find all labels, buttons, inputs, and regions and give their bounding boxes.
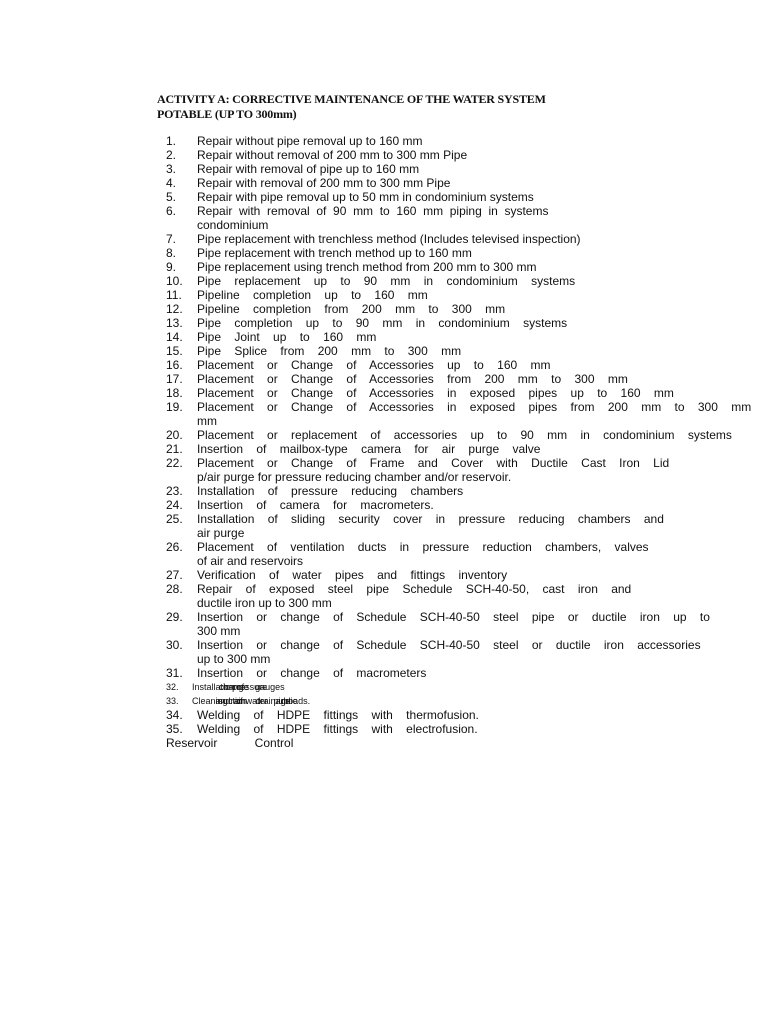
list-item [166,134,766,148]
list-item-text: Placement or Change of Accessories from 200 mm to 300 mm [197,372,628,386]
list-item [166,288,766,302]
list-item-text: Placement or replacement of accessories up to 90 mm in condominium systems [197,428,732,442]
list-item-continuation: 300 mm [197,624,241,638]
list-item-text: Placement or Change of Accessories in exposed pipes up to 160 mm [197,386,674,400]
list-item [166,372,766,386]
list-item-text: Repair without removal of 200 mm to 300 mm Pipe [197,148,468,162]
list-item-number: 24. [166,498,183,512]
list-item-text: Pipe Joint up to 160 mm [197,330,377,344]
list-item [166,190,766,204]
list-item-text: Pipe completion up to 90 mm in condominium systems [197,316,568,330]
list-item-number: 29. [166,610,183,624]
list-item-number: 10. [166,274,183,288]
list-item-continuation: mm [197,414,217,428]
list-item-text: Insertion of mailbox-type camera for air purge valve [197,442,541,456]
list-item [166,232,766,246]
list-item-number: 23. [166,484,183,498]
list-item [166,484,766,498]
list-item-number: 32. [166,682,179,692]
list-item [166,442,766,456]
list-item [166,694,766,708]
list-item [166,708,766,722]
list-item-continuation: p/air purge for pressure reducing chamber and/or reservoir. [197,470,512,484]
list-item-text: Repair with pipe removal up to 50 mm in condominium systems [197,190,534,204]
list-item-text: Repair with removal of 90 mm to 160 mm piping in systems [197,204,549,218]
list-item [166,610,766,624]
list-item-number: 11. [166,288,182,302]
list-item-number: 35. [166,722,183,736]
list-item-number: 4. [166,176,177,190]
list-item [166,498,766,512]
list-item-number: 7. [166,232,177,246]
list-item [166,162,766,176]
list-item-text: Insertion of camera for macrometers. [197,498,434,512]
list-item-text: Welding of HDPE fittings with thermofusion. [197,708,479,722]
list-item [166,568,766,582]
list-item-number: 2. [166,148,177,162]
list-item-text: Welding of HDPE fittings with electrofusion. [197,722,478,736]
list-item [166,386,766,400]
list-item-text: Repair of exposed steel pipe Schedule SCH-40-50, cast iron and [197,582,632,596]
list-footer-text: Reservoir Control [166,736,294,750]
list-item [166,582,766,596]
list-item-text: Cleaning and suction of rainwater drainage in public roads. [192,696,311,706]
list-item [166,176,766,190]
list-item [166,680,766,694]
document-heading [157,92,717,122]
list-item-number: 16. [166,358,183,372]
list-item-number: 30. [166,638,183,652]
list-item [166,400,766,414]
list-item-number: 3. [166,162,177,176]
activity-list [166,134,766,750]
list-item [166,358,766,372]
list-item-text: Repair without pipe removal up to 160 mm [197,134,423,148]
list-item-text: Placement or Change of Accessories up to 160 mm [197,358,551,372]
list-item-number: 9. [166,260,177,274]
list-item [166,428,766,442]
list-item-number: 21. [166,442,183,456]
list-item-number: 34. [166,708,183,722]
list-item-text: Pipe replacement using trench method from 200 mm to 300 mm [197,260,537,274]
list-item-text: Pipe replacement with trench method up to 160 mm [197,246,472,260]
list-item-continuation: condominium [197,218,269,232]
list-item-number: 27. [166,568,183,582]
list-item [166,246,766,260]
list-item-text: Placement or Change of Frame and Cover with Ductile Cast Iron Lid [197,456,670,470]
list-item [166,722,766,736]
list-item-number: 14. [166,330,183,344]
list-item-number: 33. [166,696,179,706]
list-item-number: 22. [166,456,183,470]
list-item-number: 8. [166,246,177,260]
heading-line-2: POTABLE (UP TO 300mm) [157,107,297,121]
list-item [166,456,766,470]
heading-line-1: ACTIVITY A: CORRECTIVE MAINTENANCE OF THE WATER SYSTEM [157,92,546,106]
list-item-text: Placement of ventilation ducts in pressure reduction chambers, valves [197,540,649,554]
list-item-text: Installation of pressure reducing chambers [197,484,464,498]
list-item-text: Installation or change of pressure gauges [192,682,285,692]
list-item-text: Placement or Change of Accessories in exposed pipes from 200 mm to 300 mm [197,400,752,414]
list-item [166,638,766,652]
list-item-number: 31. [166,666,183,680]
list-item-text: Insertion or change of macrometers [197,666,427,680]
list-item-text: Installation of sliding security cover in pressure reducing chambers and [197,512,664,526]
list-item-number: 26. [166,540,183,554]
list-item-number: 12. [166,302,183,316]
list-item-text: Verification of water pipes and fittings inventory [197,568,508,582]
list-item-number: 25. [166,512,183,526]
list-item [166,260,766,274]
list-item [166,316,766,330]
list-item-number: 13. [166,316,183,330]
list-item-continuation: air purge [197,526,245,540]
list-item-number: 18. [166,386,183,400]
list-item-text: Pipe Splice from 200 mm to 300 mm [197,344,462,358]
list-item [166,148,766,162]
list-item [166,540,766,554]
list-item-text: Pipeline completion from 200 mm to 300 mm [197,302,506,316]
list-item-text: Pipeline completion up to 160 mm [197,288,428,302]
list-item-number: 15. [166,344,183,358]
list-item [166,204,766,218]
list-item [166,274,766,288]
list-item-number: 20. [166,428,183,442]
list-item-continuation: of air and reservoirs [197,554,304,568]
list-item-text: Pipe replacement with trenchless method (Includes televised inspection) [197,232,581,246]
list-item-number: 28. [166,582,183,596]
list-item [166,330,766,344]
list-item-text: Repair with removal of 200 mm to 300 mm Pipe [197,176,451,190]
list-item [166,666,766,680]
list-item-text: Repair with removal of pipe up to 160 mm [197,162,420,176]
list-item [166,302,766,316]
list-item-text: Insertion or change of Schedule SCH-40-50 steel or ductile iron accessories [197,638,701,652]
list-item [166,512,766,526]
list-item-number: 6. [166,204,177,218]
list-item [166,344,766,358]
list-item-text: Insertion or change of Schedule SCH-40-50 steel pipe or ductile iron up to [197,610,710,624]
list-item-continuation: up to 300 mm [197,652,271,666]
list-item-continuation: ductile iron up to 300 mm [197,596,332,610]
list-item-text: Pipe replacement up to 90 mm in condominium systems [197,274,576,288]
list-item-number: 1. [166,134,177,148]
list-item-number: 17. [166,372,183,386]
list-item-number: 5. [166,190,177,204]
list-item-number: 19. [166,400,183,414]
